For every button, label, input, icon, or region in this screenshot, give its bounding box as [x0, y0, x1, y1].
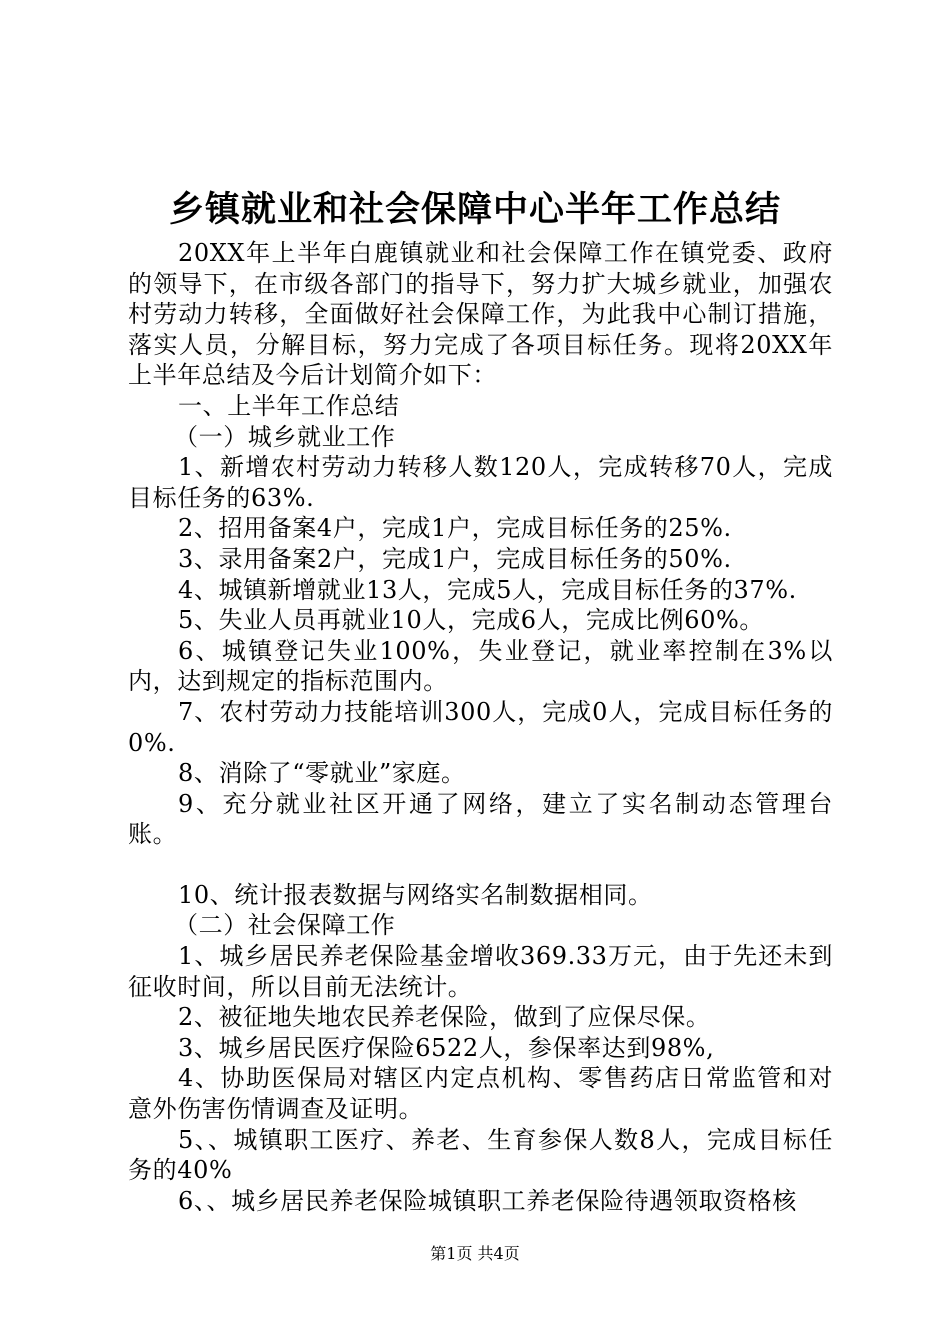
list-item: 4、协助医保局对辖区内定点机构、零售药店日常监管和对意外伤害伤情调查及证明。: [128, 1064, 833, 1124]
page-number-footer: 第1页 共4页: [430, 1244, 520, 1263]
subsection-heading: （一）城乡就业工作: [174, 422, 396, 451]
subsection-heading: （二）社会保障工作: [174, 911, 396, 940]
list-item: 4、城镇新增就业13人，完成5人，完成目标任务的37%.: [178, 575, 797, 604]
list-item: 5、、城镇职工医疗、养老、生育参保人数8人，完成目标任务的40%: [128, 1125, 833, 1185]
list-item: 2、招用备案4户，完成1户，完成目标任务的25%.: [178, 514, 732, 543]
document-body: [128, 238, 833, 1216]
section-heading: 一、上半年工作总结: [178, 391, 400, 420]
list-item: 5、失业人员再就业10人，完成6人，完成比例60%。: [178, 606, 765, 635]
document-title: 乡镇就业和社会保障中心半年工作总结: [168, 189, 781, 230]
list-item: 1、新增农村劳动力转移人数120人，完成转移70人，完成目标任务的63%.: [128, 453, 833, 512]
list-item: 9、充分就业社区开通了网络，建立了实名制动态管理台账。: [128, 789, 833, 849]
list-item: 7、农村劳动力技能培训300人，完成0人，完成目标任务的0%.: [128, 697, 833, 757]
list-item: 6、城镇登记失业100%，失业登记，就业率控制在3%以内，达到规定的指标范围内。: [128, 636, 833, 696]
list-item: 6、、城乡居民养老保险城镇职工养老保险待遇领取资格核: [178, 1186, 797, 1215]
intro-paragraph: 20XX年上半年白鹿镇就业和社会保障工作在镇党委、政府的领导下，在市级各部门的指导下，努力扩大城乡就业，加强农村劳动力转移，全面做好社会保障工作，为此我中心制订措施，落实人员，分解目标，努力完成了各项目标任务。现将20XX年上半年总结及今后计划简介如下：: [128, 239, 833, 390]
list-item: 3、录用备案2户，完成1户，完成目标任务的50%.: [178, 544, 732, 573]
list-item: 8、消除了“零就业”家庭。: [178, 759, 466, 788]
list-item: 3、城乡居民医疗保险6522人，参保率达到98%,: [178, 1033, 715, 1062]
list-item: 1、城乡居民养老保险基金增收369.33万元，由于先还未到征收时间，所以目前无法统计。: [128, 942, 833, 1001]
list-item: 10、统计报表数据与网络实名制数据相同。: [178, 880, 653, 909]
list-item: 2、被征地失地农民养老保险，做到了应保尽保。: [178, 1003, 711, 1032]
